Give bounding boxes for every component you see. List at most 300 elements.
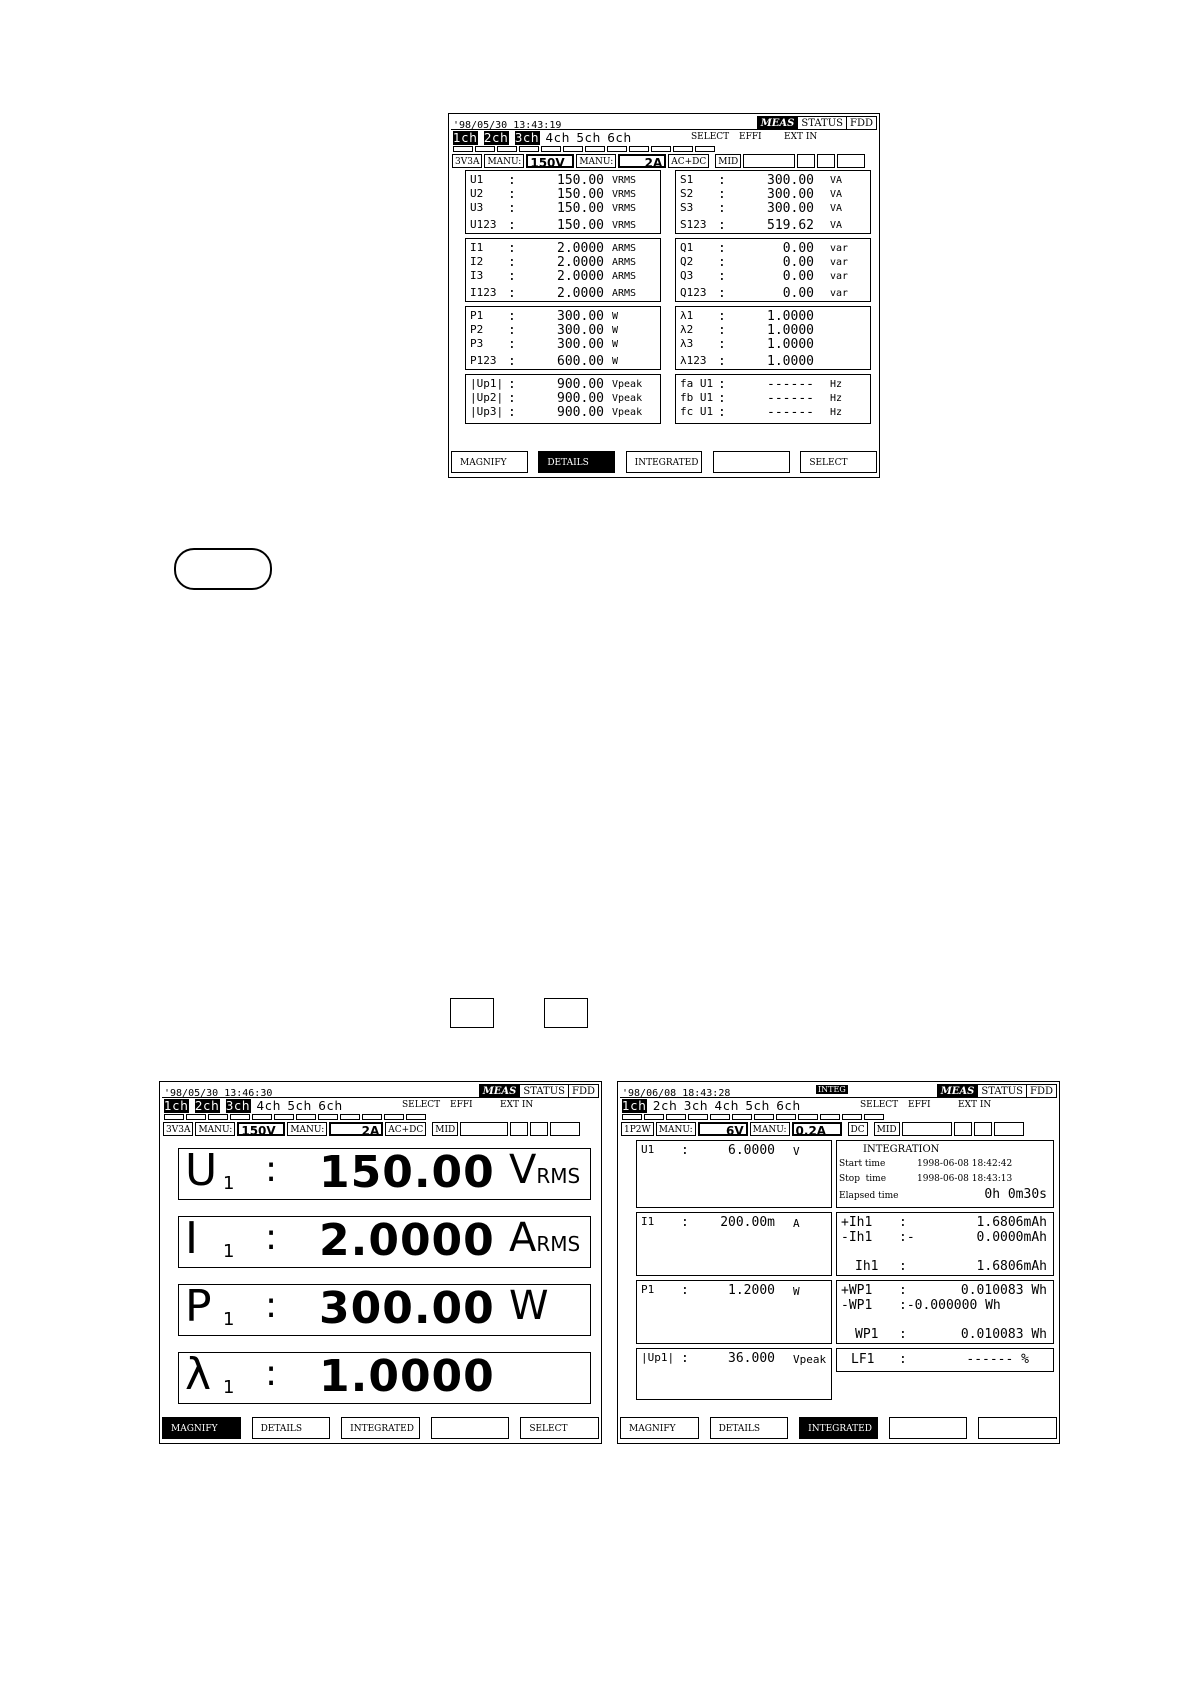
voltage-mode[interactable]: MANU: xyxy=(656,1122,696,1136)
separator: : xyxy=(508,187,516,202)
blank-setting xyxy=(510,1122,528,1136)
integration-label: Ih1 xyxy=(855,1259,879,1274)
note-oval xyxy=(174,548,272,590)
blank-setting xyxy=(954,1122,972,1136)
current-mode[interactable]: MANU: xyxy=(750,1122,790,1136)
measurement-value: 300.00 xyxy=(557,309,604,324)
measurement-row xyxy=(680,241,866,256)
channel-1[interactable]: 1ch xyxy=(622,1099,647,1113)
measurement-box xyxy=(675,306,871,370)
measurement-row xyxy=(470,286,656,301)
channel-3[interactable]: 3ch xyxy=(683,1099,709,1113)
integration-row xyxy=(841,1327,1049,1342)
voltage-mode[interactable]: MANU: xyxy=(484,154,524,168)
separator: : xyxy=(681,1351,689,1366)
blank-setting xyxy=(743,154,795,168)
select-label: SELECT xyxy=(691,132,730,142)
measurement-label: I123 xyxy=(470,286,497,299)
separator: : xyxy=(899,1283,907,1298)
separator: : xyxy=(508,286,516,301)
indicator xyxy=(252,1114,272,1120)
measurement-box xyxy=(675,238,871,302)
measurement-row xyxy=(680,173,866,188)
separator: : xyxy=(508,218,516,233)
measurement-unit: Vpeak xyxy=(612,393,643,404)
measurement-row xyxy=(680,377,866,392)
magnified-value: 1.0000 xyxy=(319,1351,495,1402)
separator: : xyxy=(718,405,726,420)
indicator xyxy=(230,1114,250,1120)
wiring-setting[interactable]: 1P2W xyxy=(621,1122,654,1136)
measurement-label: P1 xyxy=(470,309,484,322)
measurement-unit: W xyxy=(612,356,619,367)
magnify-button[interactable]: MAGNIFY xyxy=(162,1417,241,1439)
tab-fdd[interactable]: FDD xyxy=(846,116,877,130)
key-box-right xyxy=(544,998,588,1028)
channel-6[interactable]: 6ch xyxy=(776,1099,802,1113)
details-button[interactable]: DETAILS xyxy=(538,451,615,473)
indicator xyxy=(296,1114,316,1120)
measurement-unit: VRMS xyxy=(612,175,637,186)
indicator xyxy=(673,146,693,152)
parameter-subscript: 1 xyxy=(223,1173,235,1194)
measurement-value: 0.00 xyxy=(782,255,814,270)
integration-row xyxy=(841,1215,1049,1230)
indicator xyxy=(362,1114,382,1120)
indicator xyxy=(475,146,495,152)
measurement-value: 900.00 xyxy=(557,377,604,392)
start-time-label: Start time xyxy=(839,1159,886,1169)
separator: : xyxy=(718,377,726,392)
wiring-setting[interactable]: 3V3A xyxy=(163,1122,193,1136)
indicator xyxy=(519,146,539,152)
integration-label: +WP1 xyxy=(841,1283,873,1298)
integration-label: -Ih1 xyxy=(841,1230,873,1245)
details-button[interactable]: DETAILS xyxy=(710,1417,789,1439)
measurement-row xyxy=(641,1143,827,1158)
unit-main: V xyxy=(509,1147,537,1193)
indicator xyxy=(798,1114,818,1120)
blank-setting xyxy=(460,1122,508,1136)
separator: : xyxy=(508,201,516,216)
channel-4[interactable]: 4ch xyxy=(545,131,571,145)
measurement-row xyxy=(470,241,656,256)
measurement-unit: ARMS xyxy=(612,288,637,299)
measurement-value: 2.0000 xyxy=(557,286,604,301)
measurement-unit: var xyxy=(830,288,849,299)
separator: :-0.000000 Wh xyxy=(899,1298,1001,1313)
measurement-label: fa U1 xyxy=(680,377,714,390)
parameter-subscript: 1 xyxy=(223,1241,235,1262)
measurement-box xyxy=(465,374,661,424)
separator: : xyxy=(718,173,726,188)
separator: : xyxy=(899,1327,907,1342)
integrated-button[interactable]: INTEGRATED xyxy=(626,451,703,473)
measurement-label: U1 xyxy=(470,173,484,186)
filter-setting[interactable]: MID xyxy=(432,1122,458,1136)
magnify-button[interactable]: MAGNIFY xyxy=(451,451,528,473)
elapsed-time-label: Elapsed time xyxy=(839,1191,899,1201)
measurement-value: 900.00 xyxy=(557,405,604,420)
separator: : xyxy=(718,323,726,338)
separator: : xyxy=(508,354,516,369)
parameter-symbol: P xyxy=(185,1281,212,1332)
measurement-value: 900.00 xyxy=(557,391,604,406)
separator: : xyxy=(508,377,516,392)
current-mode[interactable]: MANU: xyxy=(576,154,616,168)
integration-row xyxy=(841,1230,1049,1245)
datetime: '98/06/08 18:43:28 xyxy=(622,1088,731,1099)
measurement-value: 150.00 xyxy=(557,173,604,188)
stop-time-value: 1998-06-08 18:43:13 xyxy=(917,1174,1013,1184)
blank-setting xyxy=(817,154,835,168)
separator: : xyxy=(265,1285,278,1326)
measurement-label: S2 xyxy=(680,187,694,200)
magnified-unit xyxy=(509,1283,549,1329)
measurement-label: fc U1 xyxy=(680,405,714,418)
measurement-row xyxy=(680,391,866,406)
settings-row xyxy=(163,1122,582,1141)
measurement-label: I1 xyxy=(470,241,484,254)
measurement-box xyxy=(636,1348,832,1400)
indicator xyxy=(497,146,517,152)
effi-label: EFFI xyxy=(908,1100,931,1110)
datetime: '98/05/30 13:43:19 xyxy=(453,120,562,131)
measurement-row xyxy=(470,173,656,188)
integrated-button[interactable]: INTEGRATED xyxy=(799,1417,878,1439)
indicator xyxy=(622,1114,642,1120)
channel-3[interactable]: 3ch xyxy=(514,131,540,145)
measurement-label: Q2 xyxy=(680,255,694,268)
measurement-label: Q1 xyxy=(680,241,694,254)
measurement-value: 200.00m xyxy=(720,1215,775,1230)
details-button[interactable]: DETAILS xyxy=(252,1417,331,1439)
measurement-value: 300.00 xyxy=(767,173,814,188)
measurement-value: 0.00 xyxy=(782,269,814,284)
measurement-unit: V xyxy=(793,1145,800,1158)
channel-3[interactable]: 3ch xyxy=(225,1099,251,1113)
integration-box xyxy=(836,1212,1054,1276)
tab-bar xyxy=(758,116,877,130)
indicator xyxy=(541,146,561,152)
tab-meas[interactable]: MEAS xyxy=(479,1084,521,1098)
separator: : xyxy=(508,405,516,420)
channel-5[interactable]: 5ch xyxy=(745,1099,771,1113)
function-keys xyxy=(451,451,877,473)
measurement-box xyxy=(675,374,871,424)
indicator xyxy=(776,1114,796,1120)
elapsed-time-value: 0h 0m30s xyxy=(984,1187,1047,1202)
indicator xyxy=(732,1114,752,1120)
integration-value: 1.6806mAh xyxy=(976,1259,1047,1274)
voltage-range[interactable]: 150V xyxy=(237,1122,285,1136)
measurement-value: 1.0000 xyxy=(767,354,814,369)
channel-5[interactable]: 5ch xyxy=(287,1099,313,1113)
measurement-unit: var xyxy=(830,271,849,282)
measurement-value: 0.00 xyxy=(782,241,814,256)
integration-value: 0.0000mAh xyxy=(976,1230,1047,1245)
measurement-row xyxy=(470,187,656,202)
separator: : xyxy=(718,218,726,233)
filter-setting[interactable]: MID xyxy=(874,1122,900,1136)
measurement-label: |Up1| xyxy=(470,377,504,390)
unit-subscript: RMS xyxy=(536,1232,581,1256)
measurement-row xyxy=(680,201,866,216)
measurement-value: 6.0000 xyxy=(728,1143,775,1158)
measurement-unit: Vpeak xyxy=(612,379,643,390)
magnify-button[interactable]: MAGNIFY xyxy=(620,1417,699,1439)
function-keys xyxy=(162,1417,599,1439)
integration-info-box xyxy=(836,1140,1054,1208)
tab-fdd[interactable]: FDD xyxy=(1026,1084,1057,1098)
channel-bar xyxy=(164,1099,349,1113)
measurement-unit: VRMS xyxy=(612,203,637,214)
separator: : xyxy=(718,391,726,406)
measurement-value: 2.0000 xyxy=(557,269,604,284)
integrated-button[interactable]: INTEGRATED xyxy=(341,1417,420,1439)
coupling-setting[interactable]: DC xyxy=(848,1122,868,1136)
magnified-unit xyxy=(509,1215,580,1261)
voltage-range[interactable]: 6V xyxy=(698,1122,748,1136)
channel-2[interactable]: 2ch xyxy=(652,1099,678,1113)
measurement-label: |Up1| xyxy=(641,1351,675,1364)
separator: : xyxy=(265,1217,278,1258)
measurement-unit: W xyxy=(612,311,619,322)
separator: : xyxy=(681,1215,689,1230)
measurement-box xyxy=(465,238,661,302)
measurement-unit: W xyxy=(612,339,619,350)
integration-value: 0.010083 Wh xyxy=(960,1283,1047,1298)
measurement-value: 2.0000 xyxy=(557,241,604,256)
indicator xyxy=(274,1114,294,1120)
measurement-label: Q123 xyxy=(680,286,707,299)
blank-button[interactable] xyxy=(978,1417,1057,1439)
measurement-value: ------ xyxy=(767,405,814,420)
blank-button[interactable] xyxy=(713,451,790,473)
blank-setting xyxy=(994,1122,1024,1136)
integration-row xyxy=(841,1259,1049,1274)
measurement-box xyxy=(465,170,661,234)
measurement-value: 600.00 xyxy=(557,354,604,369)
measurement-row xyxy=(470,391,656,406)
current-range[interactable]: 0.2A xyxy=(792,1122,842,1136)
measurement-unit: VRMS xyxy=(612,189,637,200)
blank-setting xyxy=(797,154,815,168)
parameter-subscript: 1 xyxy=(223,1309,235,1330)
parameter-symbol: I xyxy=(185,1213,198,1264)
tab-meas[interactable]: MEAS xyxy=(937,1084,979,1098)
measurement-row xyxy=(680,354,866,369)
measurement-label: I2 xyxy=(470,255,484,268)
measurement-label: fb U1 xyxy=(680,391,714,404)
measurement-value: 150.00 xyxy=(557,187,604,202)
ext-in-label: EXT IN xyxy=(958,1100,992,1110)
measurement-unit: A xyxy=(793,1217,800,1230)
measurement-unit: VA xyxy=(830,189,843,200)
select-button[interactable]: SELECT xyxy=(520,1417,599,1439)
measurement-label: P1 xyxy=(641,1283,655,1296)
measurement-row xyxy=(470,255,656,270)
integration-label: +Ih1 xyxy=(841,1215,873,1230)
measurement-value: ------ xyxy=(767,391,814,406)
separator: : xyxy=(508,391,516,406)
magnified-value: 2.0000 xyxy=(319,1215,495,1266)
measurement-label: U123 xyxy=(470,218,497,231)
measurement-label: S1 xyxy=(680,173,694,186)
indicator xyxy=(384,1114,404,1120)
tab-status[interactable]: STATUS xyxy=(519,1084,569,1098)
measurement-row xyxy=(680,286,866,301)
measurement-row xyxy=(470,218,656,233)
separator: : xyxy=(681,1143,689,1158)
measurement-unit: VA xyxy=(830,220,843,231)
measurement-unit: VRMS xyxy=(612,220,637,231)
coupling-setting[interactable]: AC+DC xyxy=(668,154,709,168)
blank-button[interactable] xyxy=(431,1417,510,1439)
effi-label: EFFI xyxy=(739,132,762,142)
blank-button[interactable] xyxy=(889,1417,968,1439)
indicator xyxy=(644,1114,664,1120)
channel-indicators xyxy=(453,146,715,152)
indicator xyxy=(585,146,605,152)
measurement-label: λ123 xyxy=(680,354,707,367)
measurement-label: S123 xyxy=(680,218,707,231)
separator: : xyxy=(508,309,516,324)
indicator xyxy=(406,1114,426,1120)
voltage-mode[interactable]: MANU: xyxy=(195,1122,235,1136)
channel-indicators xyxy=(622,1114,884,1120)
voltage-range[interactable]: 150V xyxy=(526,154,574,168)
measurement-row xyxy=(680,218,866,233)
channel-1[interactable]: 1ch xyxy=(453,131,478,145)
separator: : xyxy=(718,241,726,256)
measurement-row xyxy=(641,1351,827,1366)
measurement-value: 300.00 xyxy=(767,187,814,202)
tab-status[interactable]: STATUS xyxy=(977,1084,1027,1098)
measurement-label: I3 xyxy=(470,269,484,282)
separator: : xyxy=(718,354,726,369)
unit-subscript: RMS xyxy=(536,1164,581,1188)
indicator xyxy=(340,1114,360,1120)
integration-label: -WP1 xyxy=(841,1298,873,1313)
measurement-row xyxy=(470,354,656,369)
measurement-value: 1.0000 xyxy=(767,323,814,338)
separator: : xyxy=(681,1283,689,1298)
channel-indicators xyxy=(164,1114,426,1120)
channel-2[interactable]: 2ch xyxy=(483,131,509,145)
current-mode[interactable]: MANU: xyxy=(287,1122,327,1136)
channel-2[interactable]: 2ch xyxy=(194,1099,220,1113)
separator: : xyxy=(718,201,726,216)
separator: : xyxy=(508,337,516,352)
measurement-row xyxy=(680,187,866,202)
indicator xyxy=(754,1114,774,1120)
channel-4[interactable]: 4ch xyxy=(714,1099,740,1113)
separator: : xyxy=(508,173,516,188)
separator: : xyxy=(718,269,726,284)
measurement-value: 1.2000 xyxy=(728,1283,775,1298)
select-button[interactable]: SELECT xyxy=(800,451,877,473)
integration-box xyxy=(836,1280,1054,1344)
measurement-label: |Up2| xyxy=(470,391,504,404)
divider xyxy=(162,1097,599,1098)
blank-setting xyxy=(530,1122,548,1136)
measurement-label: λ1 xyxy=(680,309,694,322)
lf-value: ------ % xyxy=(966,1352,1029,1367)
measurement-unit: Hz xyxy=(830,407,843,418)
channel-6[interactable]: 6ch xyxy=(607,131,633,145)
parameter-symbol: U xyxy=(185,1145,218,1196)
integration-title: INTEGRATION xyxy=(863,1144,940,1155)
indicator xyxy=(318,1114,338,1120)
measurement-value: 300.00 xyxy=(767,201,814,216)
screen-details xyxy=(448,113,880,478)
magnified-unit xyxy=(509,1147,580,1193)
measurement-label: P3 xyxy=(470,337,484,350)
integration-value: 0.010083 Wh xyxy=(960,1327,1047,1342)
start-time-value: 1998-06-08 18:42:42 xyxy=(917,1159,1013,1169)
tab-status[interactable]: STATUS xyxy=(797,116,847,130)
screen-integrated xyxy=(617,1081,1060,1444)
coupling-setting[interactable]: AC+DC xyxy=(385,1122,426,1136)
screen-magnify xyxy=(159,1081,602,1444)
measurement-row xyxy=(680,323,866,338)
current-range[interactable]: 2A xyxy=(618,154,666,168)
indicator xyxy=(563,146,583,152)
separator: : xyxy=(718,337,726,352)
measurement-box xyxy=(636,1212,832,1276)
measurement-value: 1.0000 xyxy=(767,337,814,352)
separator: : xyxy=(718,309,726,324)
channel-5[interactable]: 5ch xyxy=(576,131,602,145)
indicator xyxy=(710,1114,730,1120)
integration-label: WP1 xyxy=(855,1327,879,1342)
measurement-value: 2.0000 xyxy=(557,255,604,270)
measurement-label: I1 xyxy=(641,1215,655,1228)
channel-1[interactable]: 1ch xyxy=(164,1099,189,1113)
integration-row xyxy=(841,1283,1049,1298)
separator: : xyxy=(718,187,726,202)
channel-4[interactable]: 4ch xyxy=(256,1099,282,1113)
measurement-unit: ARMS xyxy=(612,257,637,268)
wiring-setting[interactable]: 3V3A xyxy=(452,154,482,168)
magnified-value: 150.00 xyxy=(319,1147,495,1198)
measurement-row xyxy=(680,309,866,324)
measurement-row xyxy=(680,269,866,284)
measurement-unit: var xyxy=(830,257,849,268)
indicator xyxy=(842,1114,862,1120)
tab-bar xyxy=(480,1084,599,1098)
indicator xyxy=(695,146,715,152)
blank-setting xyxy=(550,1122,580,1136)
measurement-unit: ARMS xyxy=(612,243,637,254)
tab-meas[interactable]: MEAS xyxy=(757,116,799,130)
current-range[interactable]: 2A xyxy=(329,1122,383,1136)
channel-6[interactable]: 6ch xyxy=(318,1099,344,1113)
separator: : xyxy=(899,1259,907,1274)
indicator xyxy=(651,146,671,152)
tab-fdd[interactable]: FDD xyxy=(568,1084,599,1098)
effi-label: EFFI xyxy=(450,1100,473,1110)
measurement-value: 150.00 xyxy=(557,218,604,233)
unit-main: W xyxy=(509,1283,549,1329)
key-box-left xyxy=(450,998,494,1028)
blank-setting xyxy=(837,154,865,168)
measurement-row xyxy=(680,337,866,352)
integ-badge: INTEG xyxy=(818,1085,846,1094)
filter-setting[interactable]: MID xyxy=(715,154,741,168)
measurement-row xyxy=(680,405,866,420)
